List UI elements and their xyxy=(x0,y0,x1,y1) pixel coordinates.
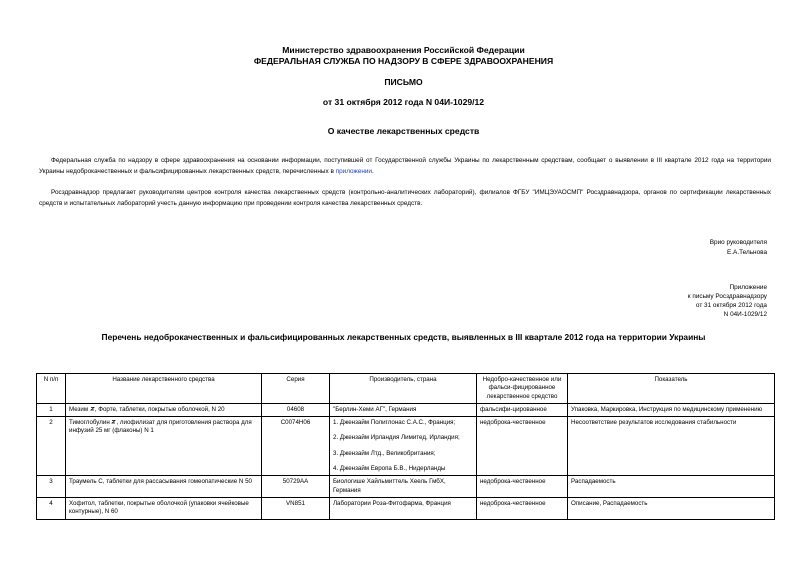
row-series: 50729AA xyxy=(262,476,330,498)
drug-name-desc: , Форте, таблетки, покрытые оболочкой, N 20 xyxy=(94,405,225,413)
signature-block xyxy=(710,238,767,257)
maker-line: "Берлин-Хеми АГ", Германия xyxy=(333,405,417,413)
header-series: Серия xyxy=(262,374,330,404)
row-drug-name xyxy=(66,403,262,416)
row-type: недоброка-чественное xyxy=(477,417,568,476)
ministry-title: Министерство здравоохранения Российской Федерации xyxy=(282,45,525,55)
row-indicator: Распадаемость xyxy=(568,476,775,498)
row-indicator: Несоответствие результатов исследования стабильности xyxy=(568,417,775,476)
maker-line: 4. Джензайм Европа Б.В., Нидерланды xyxy=(333,465,446,473)
maker-line: 3. Джензайм Лтд., Великобритания; xyxy=(333,449,436,457)
row-type: фальсифи-цированное xyxy=(477,403,568,416)
table-row xyxy=(37,497,775,519)
drug-name-part: Тимоглобулин xyxy=(69,419,110,427)
table-row xyxy=(37,403,775,416)
row-maker xyxy=(330,417,477,476)
drugs-table xyxy=(36,373,775,520)
appendix-header xyxy=(688,283,767,319)
row-drug-name xyxy=(66,417,262,476)
appendix-ref: к письму Росздравнадзору xyxy=(687,293,767,300)
maker-line: 2. Джензайм Ирландия Лимитед, Ирландия; xyxy=(333,434,460,442)
row-drug-name xyxy=(66,476,262,498)
row-maker xyxy=(330,476,477,498)
drug-name-part: Хофитол, таблетки, покрытые оболочкой (упаковки ячейковые контурные), N 60 xyxy=(69,499,249,516)
row-drug-name xyxy=(66,497,262,519)
row-num: 3 xyxy=(37,476,66,498)
table-row xyxy=(37,476,775,498)
appendix-title: Перечень недоброкачественных и фальсифицированных лекарственных средств, выявленных в III квартале 2012 года на территории Украины xyxy=(101,332,706,342)
appendix-label: Приложение xyxy=(729,284,767,291)
header-indicator: Показатель xyxy=(568,374,775,404)
table-header-row xyxy=(37,374,775,404)
header-maker: Производитель, страна xyxy=(330,374,477,404)
header-num: N п/п xyxy=(37,374,66,404)
maker-line: Биологише Хайльмиттель Хеель ГмбХ, Германия xyxy=(333,478,446,494)
signature-name: Е.А.Тельнова xyxy=(727,249,767,256)
maker-line: 1. Джензайм Полиглонас С.А.С., Франция; xyxy=(333,419,456,427)
row-num: 1 xyxy=(37,403,66,416)
document-subject: О качестве лекарственных средств xyxy=(327,126,480,136)
row-type: недоброка-чественное xyxy=(477,497,568,519)
agency-title: ФЕДЕРАЛЬНАЯ СЛУЖБА ПО НАДЗОРУ В СФЕРЕ ЗДРАВООХРАНЕНИЯ xyxy=(253,56,554,66)
row-series: C0074H06 xyxy=(262,417,330,476)
drug-name-part: Траумель С, таблетки для рассасывания гомеопатические N 50 xyxy=(69,478,252,486)
row-num: 2 xyxy=(37,417,66,476)
appendix-link[interactable]: приложении xyxy=(335,167,373,175)
drug-name-desc: , лиофилизат для приготовления раствора для инфузий 25 мг (флаконы) N 1 xyxy=(69,419,252,435)
table-row xyxy=(37,417,775,476)
paragraph-1-end: . xyxy=(372,167,374,175)
body-paragraph-1 xyxy=(39,156,771,177)
drug-name-part: Мезим xyxy=(69,405,89,413)
appendix-date: от 31 октября 2012 года xyxy=(695,302,767,309)
row-maker xyxy=(330,403,477,416)
row-type: недоброка-чественное xyxy=(477,476,568,498)
document-type: ПИСЬМО xyxy=(384,77,423,87)
row-num: 4 xyxy=(37,497,66,519)
appendix-number: N 04И-1029/12 xyxy=(723,311,767,318)
row-indicator: Упаковка, Маркировка, Инструкция по медицинскому применению xyxy=(568,403,775,416)
row-maker xyxy=(330,497,477,519)
paragraph-1-text: Федеральная служба по надзору в сфере здравоохранения на основании информации, поступившей от Государственной службы Украины по лекарственным средствам, сообщает о выявлении в III квартале 2012 года на территории Украины недоброкачественных и фальсифицированных лекарственных средств, перечисленных в xyxy=(39,157,771,175)
maker-line: Лаборатории Роза-Фитофарма, Франция xyxy=(333,499,451,507)
row-series: 04608 xyxy=(262,403,330,416)
header-name: Название лекарственного средства xyxy=(66,374,262,404)
document-date-number: от 31 октября 2012 года N 04И-1029/12 xyxy=(322,97,485,107)
signature-position: Врио руководителя xyxy=(709,239,767,246)
header-type: Недобро-качественное или фальси-фицированное лекарственное средство xyxy=(477,374,568,404)
body-paragraph-2: Росздравнадзор предлагает руководителям центров контроля качества лекарственных средств (контрольно-аналитических лабораторий), филиалов ФГБУ "ИМЦЭУАОСМП" Росздравнадзора, органов по сертификации лекарственных средств и испытательных лабораторий учесть данную информацию при проведении контроля качества лекарственных средств. xyxy=(39,189,771,207)
row-indicator: Описание, Распадаемость xyxy=(568,497,775,519)
row-series: VN851 xyxy=(262,497,330,519)
